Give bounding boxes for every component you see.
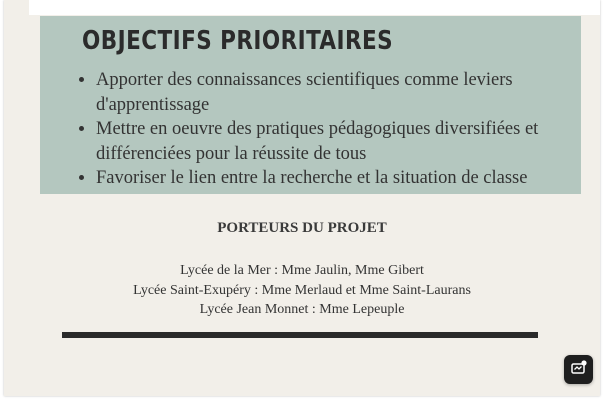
share-icon [571,360,587,379]
porteurs-title: PORTEURS DU PROJET [217,220,387,236]
porteur-line: Lycée de la Mer : Mme Jaulin, Mme Gibert [180,263,424,278]
share-button[interactable] [564,355,593,384]
porteurs-list [4,261,600,320]
objectives-title: OBJECTIFS PRIORITAIRES [82,26,394,56]
list-item: • Apporter des connaissances scientifiques comme leviers d'apprentissage [96,68,601,117]
objectives-section [40,16,581,194]
list-item: • Favoriser le lien entre la recherche et la situation de classe [96,166,601,191]
porteur-line: Lycée Saint-Exupéry : Mme Merlaud et Mme Saint-Laurans [133,282,471,298]
divider [62,332,538,338]
porteur-line: Lycée Jean Monnet : Mme Lepeuple [199,302,405,317]
list-item: • Mettre en oeuvre des pratiques pédagogiques diversifiées et différenciées pour la réussite de tous [96,117,601,166]
objectives-list [70,68,601,191]
page [4,0,600,396]
header-strip [29,0,600,15]
